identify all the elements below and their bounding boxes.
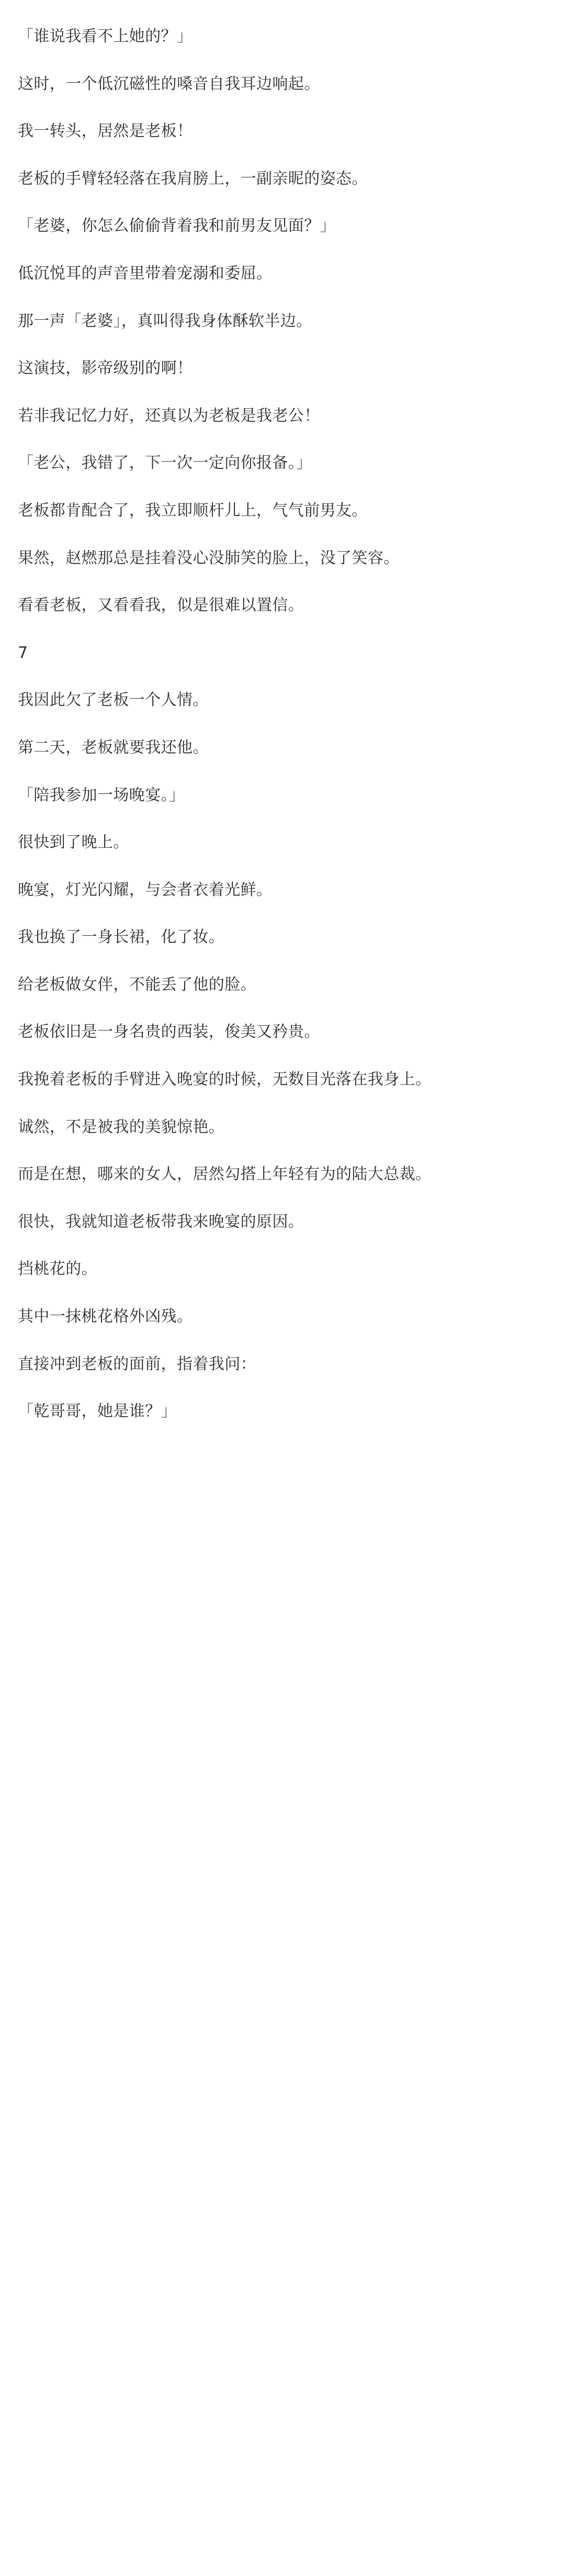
paragraph: 老板都肯配合了，我立即顺杆儿上，气气前男友。: [18, 501, 368, 520]
section-number: 7: [18, 643, 28, 662]
paragraph: 晚宴，灯光闪耀，与会者衣着光鲜。: [18, 880, 273, 899]
paragraph: 给老板做女伴，不能丢了他的脸。: [18, 975, 256, 994]
paragraph: 我因此欠了老板一个人情。: [18, 691, 209, 710]
paragraph: 很快，我就知道老板带我来晚宴的原因。: [18, 1212, 304, 1231]
paragraph: 那一声「老婆」，真叫得我身体酥软半边。: [18, 311, 312, 330]
paragraph: 老板依旧是一身名贵的西装，俊美又矜贵。: [18, 1023, 320, 1041]
paragraph: 这时，一个低沉磁性的嗓音自我耳边响起。: [18, 74, 320, 93]
paragraph: 而是在想，哪来的女人，居然勾搭上年轻有为的陆大总裁。: [18, 1165, 432, 1184]
paragraph: 低沉悦耳的声音里带着宠溺和委屈。: [18, 264, 273, 283]
paragraph: 这演技，影帝级别的啊！: [18, 359, 193, 378]
paragraph: 「老婆，你怎么偷偷背着我和前男友见面？」: [18, 217, 336, 236]
paragraph-container: [18, 24, 547, 1425]
paragraph: 诚然，不是被我的美貌惊艳。: [18, 1117, 225, 1136]
paragraph: 我一转头，居然是老板！: [18, 122, 193, 141]
paragraph: 我挽着老板的手臂进入晚宴的时候，无数目光落在我身上。: [18, 1070, 432, 1089]
paragraph: 我也换了一身长裙，化了妆。: [18, 928, 225, 947]
paragraph: 其中一抹桃花格外凶残。: [18, 1307, 193, 1326]
paragraph: 「乾哥哥，她是谁？」: [18, 1402, 177, 1421]
paragraph: 「老公，我错了，下一次一定向你报备。」: [18, 454, 312, 473]
paragraph: 挡桃花的。: [18, 1260, 97, 1279]
paragraph: 若非我记忆力好，还真以为老板是我老公！: [18, 406, 320, 425]
paragraph: 很快到了晚上。: [18, 833, 129, 852]
paragraph: 看看老板，又看看我，似是很难以置信。: [18, 596, 304, 615]
paragraph: 「陪我参加一场晚宴。」: [18, 786, 185, 804]
paragraph: 老板的手臂轻轻落在我肩膀上，一副亲昵的姿态。: [18, 169, 368, 188]
paragraph: 「谁说我看不上她的？」: [18, 27, 193, 46]
paragraph: 果然，赵燃那总是挂着没心没肺笑的脸上，没了笑容。: [18, 548, 400, 567]
paragraph: 直接冲到老板的面前，指着我问：: [18, 1354, 256, 1373]
paragraph: 第二天，老板就要我还他。: [18, 738, 209, 757]
